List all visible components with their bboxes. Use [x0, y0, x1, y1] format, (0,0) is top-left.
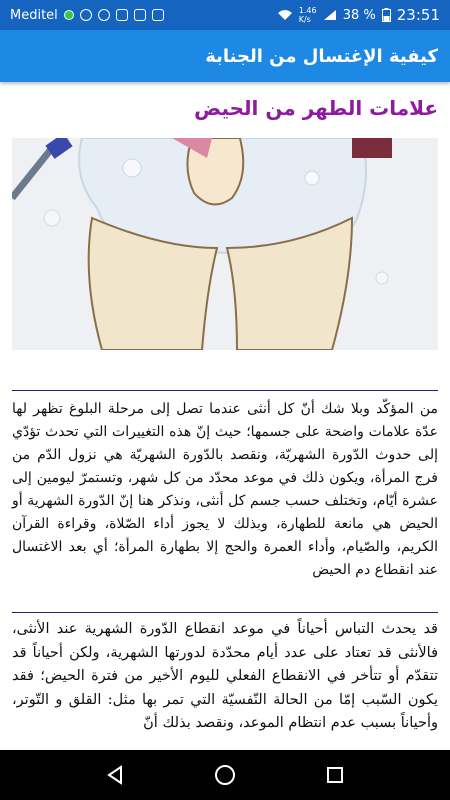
- navigation-bar: [0, 750, 450, 800]
- carrier-name: Meditel: [10, 7, 58, 23]
- status-bar-right: [277, 6, 440, 24]
- wifi-hotspot-icon: [98, 9, 110, 21]
- app-bar: [0, 30, 450, 82]
- back-icon: [104, 764, 126, 786]
- youtube-icon: [116, 9, 128, 21]
- recents-button[interactable]: [315, 755, 355, 795]
- divider-1: [12, 390, 438, 391]
- section-title: علامات الطهر من الحيض: [194, 96, 438, 120]
- article-content[interactable]: [0, 82, 450, 750]
- app-title: كيفية الإغتسال من الجنابة: [205, 45, 438, 67]
- chrome-icon: [80, 9, 92, 21]
- recents-icon: [324, 764, 346, 786]
- signal-icon: [323, 9, 337, 21]
- battery-icon: [382, 8, 391, 22]
- home-icon: [213, 763, 237, 787]
- paragraph-1: من المؤكّد وبلا شك أنّ كل أنثى عندما تصل إلى مرحلة البلوغ تظهر لها عدّة علامات واضحة على جسمها؛ حيث إنّ هذه التغييرات التي تحدث تؤدّي إلى حدوث الدّورة الشهريّة، ونقصد بالدّورة الشهريّة هي نزول الدّم من فرج المرأة، ويكون ذلك في موعد محدّد من كل شهر، وتستمرّ ليومين إلى عشرة أيّام، وتختلف حسب جسم كل أنثى، ونذكر هنا إنّ الدّورة الشهرية أو الحيض هي مانعة للطهارة، وبذلك لا يجوز أداء الصّلاة، وقراءة القرآن الكريم، والصّيام، وأداء العمرة والحج إلا بطهارة المرأة؛ أي بعد الاغتسال عند انقطاع دم الحيض: [12, 401, 438, 578]
- back-button[interactable]: [95, 755, 135, 795]
- status-bar: [0, 0, 450, 30]
- article-illustration: [12, 138, 438, 350]
- battery-percent: 38 %: [342, 7, 376, 23]
- home-button[interactable]: [205, 755, 245, 795]
- gallery-icon: [152, 9, 164, 21]
- wifi-icon: [277, 9, 293, 21]
- divider-2: [12, 612, 438, 613]
- clock: 23:51: [396, 6, 440, 24]
- network-speed: 1.46 K/s: [298, 6, 317, 24]
- facebook-icon: [134, 9, 146, 21]
- paragraph-2: قد يحدث التباس أحياناً في موعد انقطاع الدّورة الشهرية عند الأنثى، فالأنثى قد تعتاد على عدد أيام محدّدة لدورتها الشهرية، ولكن أحياناً قد تتقدّم أو تتأخر في الانقطاع الفعلي لليوم الأخير من فترة الحيض؛ فقد يكون السّبب إمّا من الحالة النّفسيّة التي تمر بها مثل: القلق و التّوتر، وأحياناً بسبب عدم انتظام الموعد، ونقصد بذلك أنّ: [12, 621, 438, 731]
- status-bar-left: [10, 8, 164, 23]
- whatsapp-icon: [64, 10, 74, 20]
